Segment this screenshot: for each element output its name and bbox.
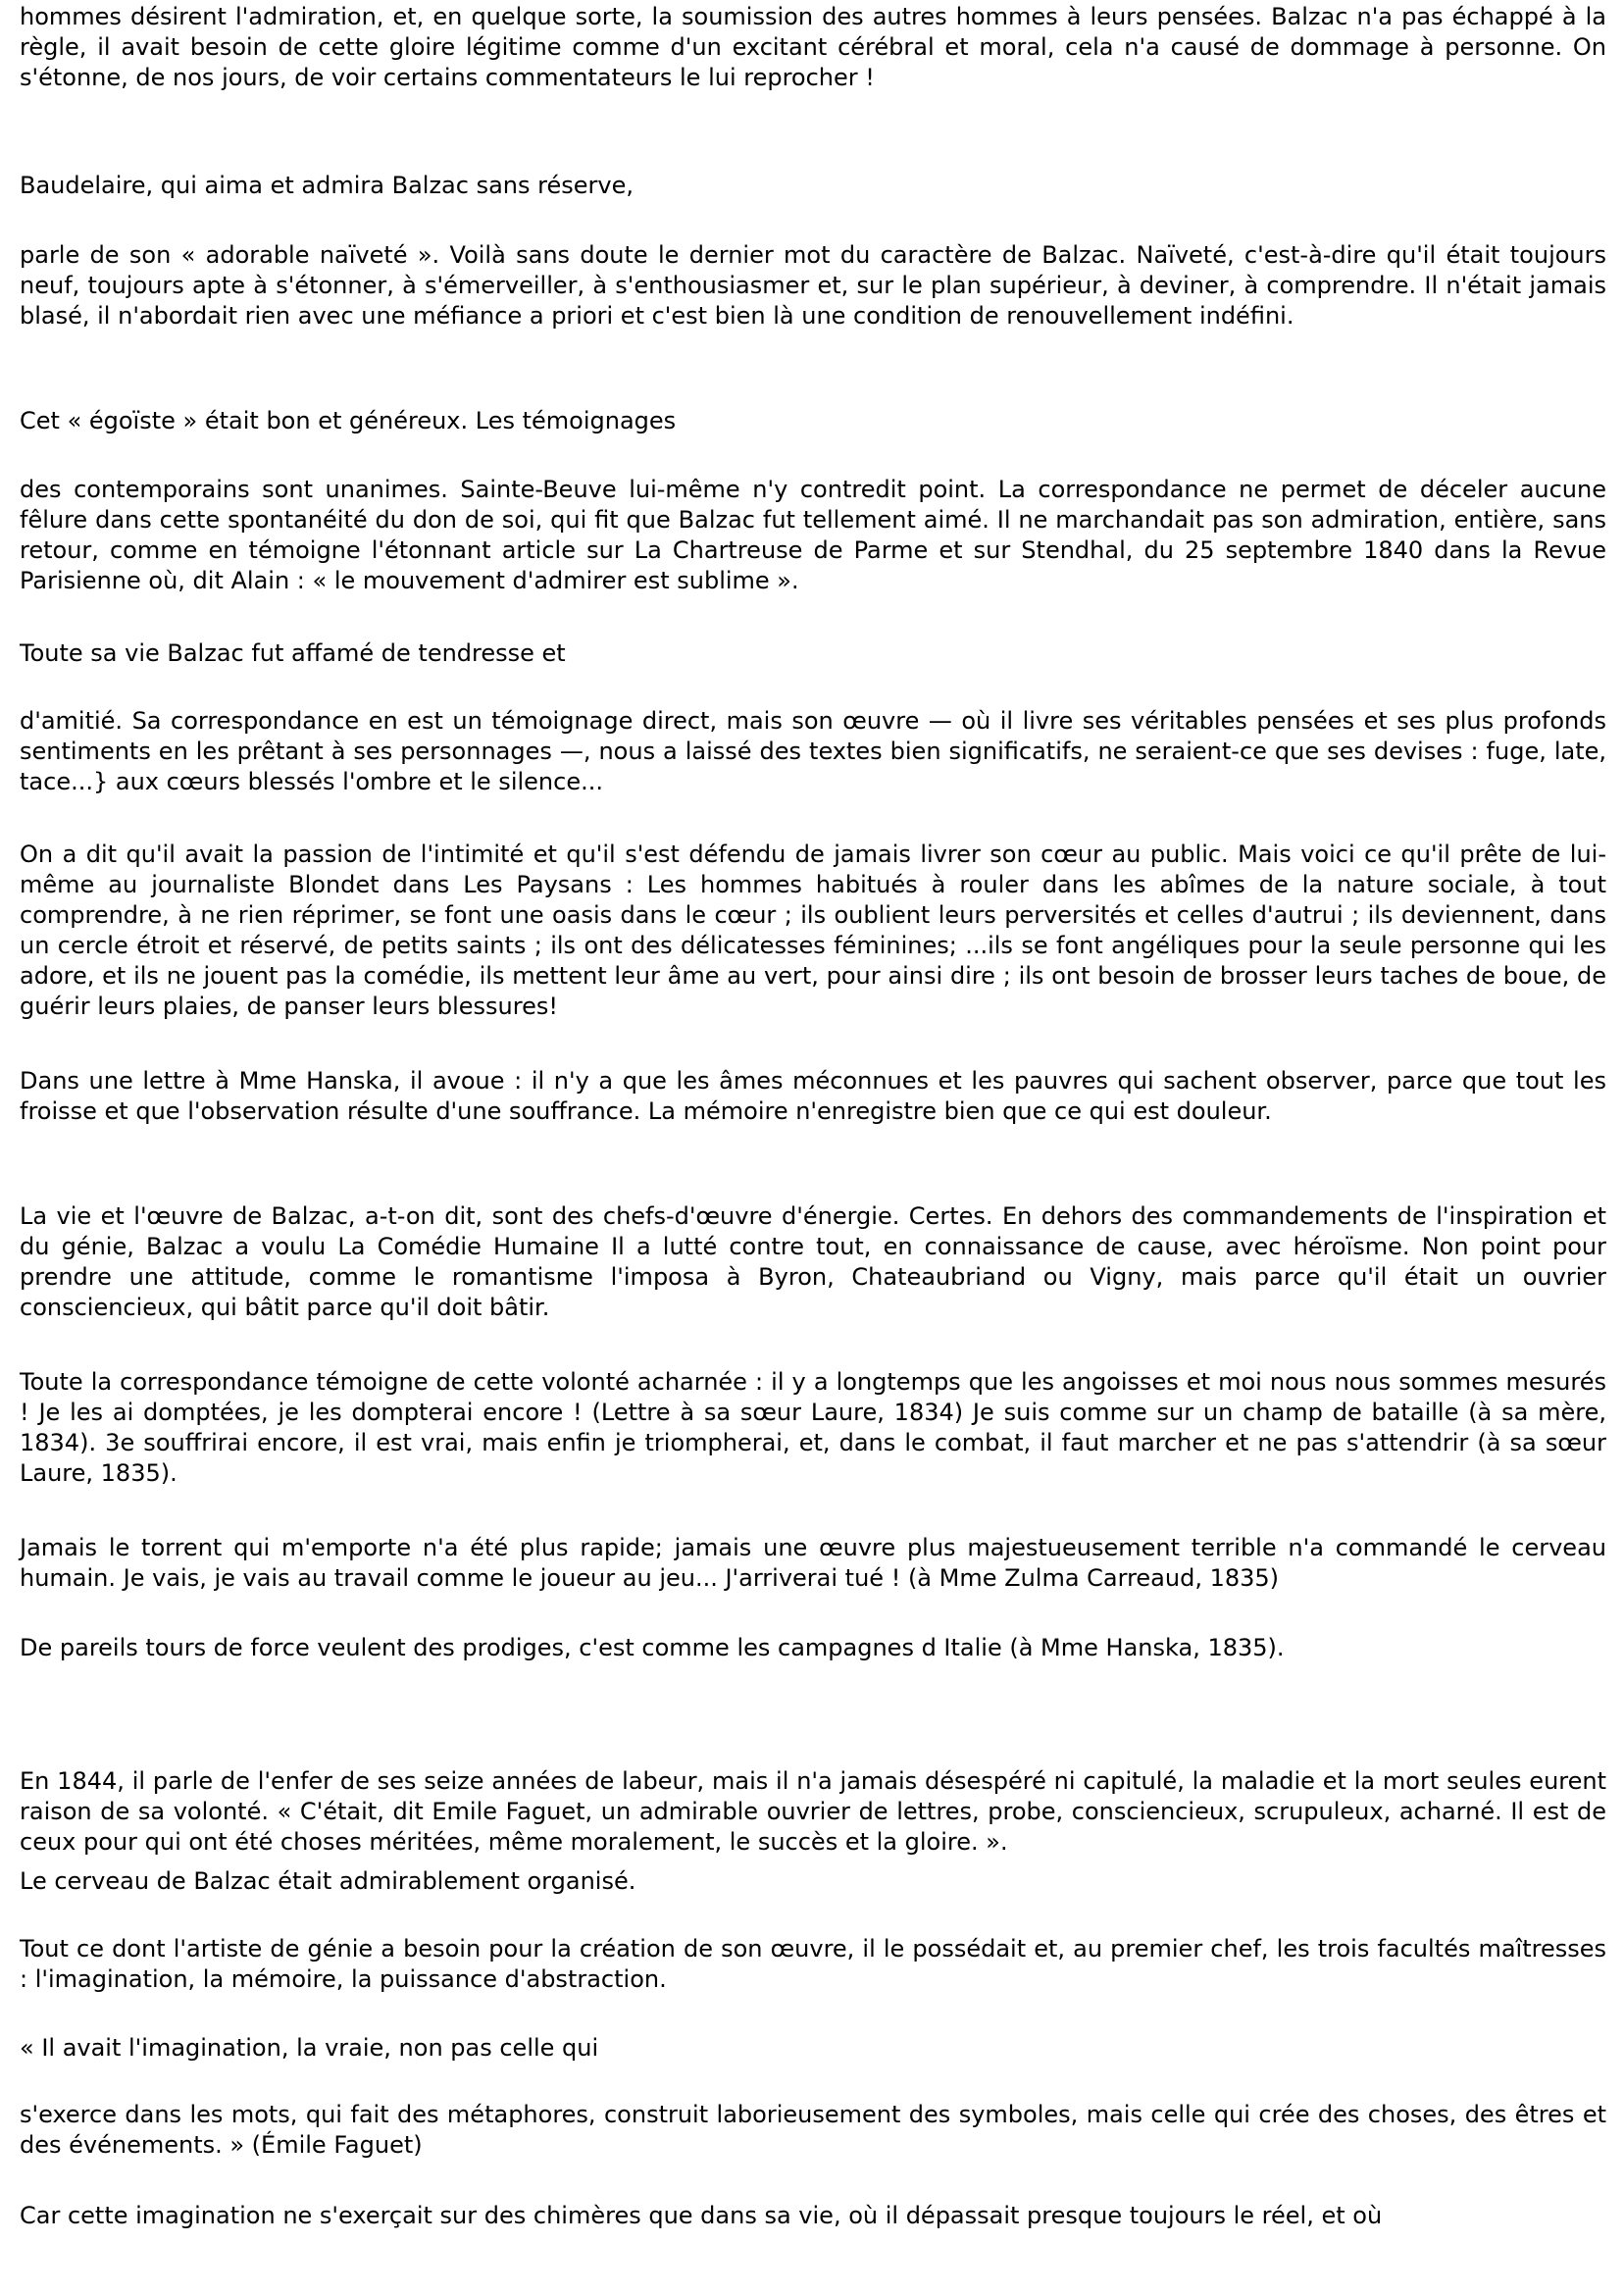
paragraph: On a dit qu'il avait la passion de l'intimité et qu'il s'est défendu de jamais livrer son cœur au public. Mais voici ce qu'il prête de lui-même au journaliste Blondet dans Les Paysans : Les hommes habitués à rouler dans les abîmes de la nature sociale, à tout comprendre, à ne rien réprimer, se font une oasis dans le cœur ; ils oublient leurs perversités et celles d'autrui ; ils deviennent, dans un cercle étroit et réservé, de petits saints ; ils ont des délicatesses féminines; ...ils se font angéliques pour la seule personne qui les adore, et ils ne jouent pas la comédie, ils mettent leur âme au vert, pour ainsi dire ; ils ont besoin de brosser leurs taches de boue, de guérir leurs plaies, de panser leurs blessures! <box>20 841 1606 1020</box>
paragraph: Toute la correspondance témoigne de cette volonté acharnée : il y a longtemps que les angoisses et moi nous nous sommes mesurés ! Je les ai domptées, je les dompterai encore ! (Lettre à sa sœur Laure, 1834) Je suis comme sur un champ de bataille (à sa mère, 1834). 3e souffrirai encore, il est vrai, mais enfin je triompherai, et, dans le combat, il faut marcher et ne pas s'attendrir (à sa sœur Laure, 1835). <box>20 1368 1606 1487</box>
paragraph: d'amitié. Sa correspondance en est un témoignage direct, mais son œuvre — où il livre ses véritables pensées et ses plus profonds sentiments en les prêtant à ses personnages —, nous a laissé des textes bien significatifs, ne seraient-ce que ses devises : fuge, late, tace...} aux cœurs blessés l'ombre et le silence... <box>20 707 1606 795</box>
paragraph: « Il avait l'imagination, la vraie, non pas celle qui <box>20 2034 599 2062</box>
paragraph: Toute sa vie Balzac fut affamé de tendresse et <box>20 639 566 667</box>
paragraph: La vie et l'œuvre de Balzac, a-t-on dit, sont des chefs-d'œuvre d'énergie. Certes. En dehors des commandements de l'inspiration et du génie, Balzac a voulu La Comédie Humaine Il a lutté contre tout, en connaissance de cause, avec héroïsme. Non point pour prendre une attitude, comme le romantisme l'imposa à Byron, Chateaubriand ou Vigny, mais parce qu'il était un ouvrier consciencieux, qui bâtit parce qu'il doit bâtir. <box>20 1202 1606 1321</box>
paragraph: En 1844, il parle de l'enfer de ses seize années de labeur, mais il n'a jamais désespéré ni capitulé, la maladie et la mort seules eurent raison de sa volonté. « C'était, dit Emile Faguet, un admirable ouvrier de lettres, probe, consciencieux, scrupuleux, acharné. Il est de ceux pour qui ont été choses méritées, même moralement, le succès et la gloire. ». <box>20 1767 1606 1856</box>
paragraph: Car cette imagination ne s'exerçait sur des chimères que dans sa vie, où il dépassait presque toujours le réel, et où <box>20 2202 1383 2229</box>
paragraph: Jamais le torrent qui m'emporte n'a été plus rapide; jamais une œuvre plus majestueusement terrible n'a commandé le cerveau humain. Je vais, je vais au travail comme le joueur au jeu... J'arriverai tué ! (à Mme Zulma Carreaud, 1835) <box>20 1534 1606 1592</box>
paragraph: De pareils tours de force veulent des prodiges, c'est comme les campagnes d Italie (à Mme Hanska, 1835). <box>20 1634 1285 1661</box>
paragraph: Dans une lettre à Mme Hanska, il avoue : il n'y a que les âmes méconnues et les pauvres qui sachent observer, parce que tout les froisse et que l'observation résulte d'une souffrance. La mémoire n'enregistre bien que ce qui est douleur. <box>20 1067 1606 1125</box>
paragraph: parle de son « adorable naïveté ». Voilà sans doute le dernier mot du caractère de Balzac. Naïveté, c'est-à-dire qu'il était toujours neuf, toujours apte à s'étonner, à s'émerveiller, à s'enthousiasmer et, sur le plan supérieur, à deviner, à comprendre. Il n'était jamais blasé, il n'abordait rien avec une méfiance a priori et c'est bien là une condition de renouvellement indéfini. <box>20 241 1606 330</box>
paragraph: des contemporains sont unanimes. Sainte-Beuve lui-même n'y contredit point. La correspondance ne permet de déceler aucune fêlure dans cette spontanéité du don de soi, qui fit que Balzac fut tellement aimé. Il ne marchandait pas son admiration, entière, sans retour, comme en témoigne l'étonnant article sur La Chartreuse de Parme et sur Stendhal, du 25 septembre 1840 dans la Revue Parisienne où, dit Alain : « le mouvement d'admirer est sublime ». <box>20 476 1606 594</box>
paragraph: hommes désirent l'admiration, et, en quelque sorte, la soumission des autres hommes à leurs pensées. Balzac n'a pas échappé à la règle, il avait besoin de cette gloire légitime comme d'un excitant cérébral et moral, cela n'a causé de dommage à personne. On s'étonne, de nos jours, de voir certains commentateurs le lui reprocher ! <box>20 3 1606 91</box>
paragraph: Le cerveau de Balzac était admirablement organisé. <box>20 1867 636 1895</box>
paragraph: Cet « égoïste » était bon et généreux. Les témoignages <box>20 407 677 434</box>
paragraph: Tout ce dont l'artiste de génie a besoin pour la création de son œuvre, il le possédait et, au premier chef, les trois facultés maîtresses : l'imagination, la mémoire, la puissance d'abstraction. <box>20 1935 1606 1993</box>
paragraph: Baudelaire, qui aima et admira Balzac sans réserve, <box>20 172 634 199</box>
paragraph: s'exerce dans les mots, qui fait des métaphores, construit laborieusement des symboles, mais celle qui crée des choses, des êtres et des événements. » (Émile Faguet) <box>20 2101 1606 2159</box>
